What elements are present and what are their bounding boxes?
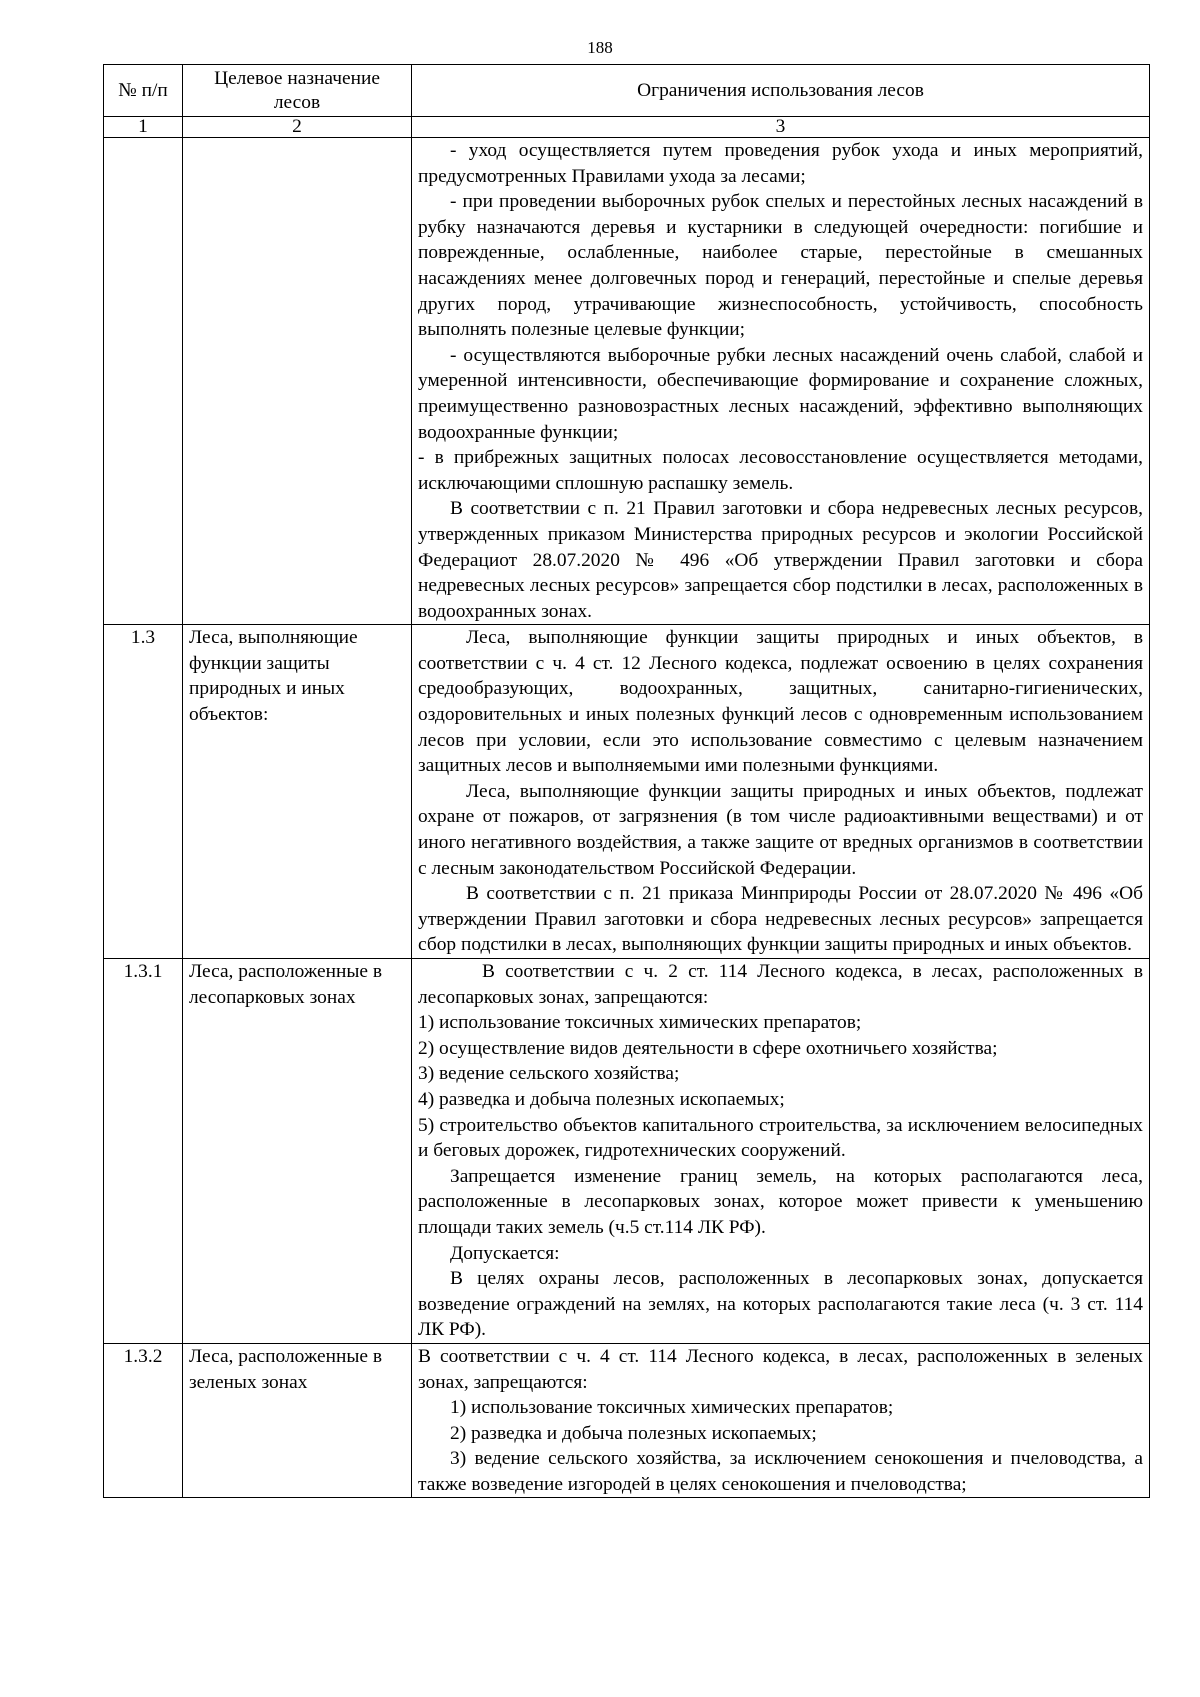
table-row [104, 625, 1150, 959]
paragraph: В соответствии с ч. 4 ст. 114 Лесного кодекса, в лесах, расположенных в зеленых зонах, запрещаются: [418, 1345, 1143, 1393]
row-purpose: Леса, расположенные в лесопарковых зонах [183, 959, 412, 1344]
row-restrictions [412, 625, 1150, 959]
row-restrictions [412, 959, 1150, 1344]
row-restrictions [412, 138, 1150, 625]
paragraph: В соответствии с ч. 2 ст. 114 Лесного кодекса, в лесах, расположенных в лесопарковых зонах, запрещаются: [418, 961, 1143, 1008]
row-purpose: Леса, расположенные в зеленых зонах [183, 1343, 412, 1498]
header-restrictions: Ограничения использования лесов [412, 65, 1150, 117]
column-number: 2 [183, 117, 412, 138]
paragraph: Допускается: [450, 1242, 560, 1264]
column-number: 3 [412, 117, 1150, 138]
paragraph: - осуществляются выборочные рубки лесных насаждений очень слабой, слабой и умеренной интенсивности, обеспечивающие формирование и сохранение сложных, преимущественно разновозрастных лесных насаждений, эффективно выполняющих водоохранные функции; [418, 344, 1143, 443]
header-number: № п/п [104, 65, 183, 117]
column-number: 1 [104, 117, 183, 138]
paragraph: 4) разведка и добыча полезных ископаемых; [418, 1088, 785, 1110]
paragraph: 3) ведение сельского хозяйства; [418, 1063, 680, 1085]
row-number: 1.3.2 [104, 1343, 183, 1498]
paragraph: Леса, выполняющие функции защиты природных и иных объектов, подлежат охране от пожаров, от загрязнения (в том числе радиоактивными веществами) и от иного негативного воздействия, а также защите от вредных организмов в соответствии с лесным законодательством Российской Федерации. [418, 780, 1143, 879]
paragraph: В соответствии с п. 21 приказа Минприроды России от 28.07.2020 № 496 «Об утверждении Правил заготовки и сбора недревесных лесных ресурсов» запрещается сбор подстилки в лесах, выполняющих функции защиты природных и иных объектов. [418, 883, 1143, 956]
paragraph: - при проведении выборочных рубок спелых и перестойных лесных насаждений в рубку назначаются деревья и кустарники в следующей очередности: погибшие и поврежденные, ослабленные, наиболее старые, перестойные в смешанных насаждениях менее долговечных пород и генераций, перестойные и спелые деревья других пород, утрачивающие жизнеспособность, устойчивость, способность выполнять полезные целевые функции; [418, 191, 1143, 341]
paragraph: В целях охраны лесов, расположенных в лесопарковых зонах, допускается возведение ограждений на землях, на которых располагаются такие леса (ч. 3 ст. 114 ЛК РФ). [418, 1268, 1143, 1341]
paragraph: 1) использование токсичных химических препаратов; [418, 1012, 862, 1034]
paragraph: Леса, выполняющие функции защиты природных и иных объектов, в соответствии с ч. 4 ст. 12 Лесного кодекса, подлежат освоению в целях сохранения средообразующих, водоохранных, защитных, санитарно-гигиенических, оздоровительных и иных полезных функций лесов с одновременным использованием лесов при условии, если это использование совместимо с целевым назначением защитных лесов и выполняемыми ими полезными функциями. [418, 627, 1143, 777]
paragraph: 5) строительство объектов капитального строительства, за исключением велосипедных и беговых дорожек, гидротехнических сооружений. [418, 1114, 1143, 1162]
column-number-row [104, 117, 1150, 138]
paragraph: 3) ведение сельского хозяйства, за исключением сенокошения и пчеловодства, а также возведение изгородей в целях сенокошения и пчеловодства; [418, 1448, 1143, 1495]
row-number: 1.3 [104, 625, 183, 959]
row-restrictions [412, 1343, 1150, 1498]
table-row [104, 959, 1150, 1344]
forest-restrictions-table [103, 64, 1150, 1498]
paragraph: 1) использование токсичных химических препаратов; [450, 1397, 894, 1419]
paragraph: Запрещается изменение границ земель, на которых располагаются леса, расположенные в лесопарковых зонах, которое может привести к уменьшению площади таких земель (ч.5 ст.114 ЛК РФ). [418, 1165, 1143, 1238]
table-header-row [104, 65, 1150, 117]
paragraph: 2) осуществление видов деятельности в сфере охотничьего хозяйства; [418, 1037, 998, 1059]
paragraph: - уход осуществляется путем проведения рубок ухода и иных мероприятий, предусмотренных Правилами ухода за лесами; [418, 140, 1143, 187]
row-purpose [183, 138, 412, 625]
row-number [104, 138, 183, 625]
paragraph: - в прибрежных защитных полосах лесовосстановление осуществляется методами, исключающими сплошную распашку земель. [418, 447, 1143, 494]
row-purpose: Леса, выполняющие функции защиты природных и иных объектов: [183, 625, 412, 959]
table-row [104, 138, 1150, 625]
header-purpose: Целевое назначение лесов [183, 65, 412, 117]
paragraph: В соответствии с п. 21 Правил заготовки и сбора недревесных лесных ресурсов, утвержденных приказом Министерства природных ресурсов и экологии Российской Федерациот 28.07.2020 № 496 «Об утверждении Правил заготовки и сбора недревесных лесных ресурсов» запрещается сбор подстилки в лесах, расположенных в водоохранных зонах. [418, 498, 1143, 622]
row-number: 1.3.1 [104, 959, 183, 1344]
page-number: 188 [587, 38, 613, 57]
table-row [104, 1343, 1150, 1498]
paragraph: 2) разведка и добыча полезных ископаемых; [450, 1422, 817, 1444]
